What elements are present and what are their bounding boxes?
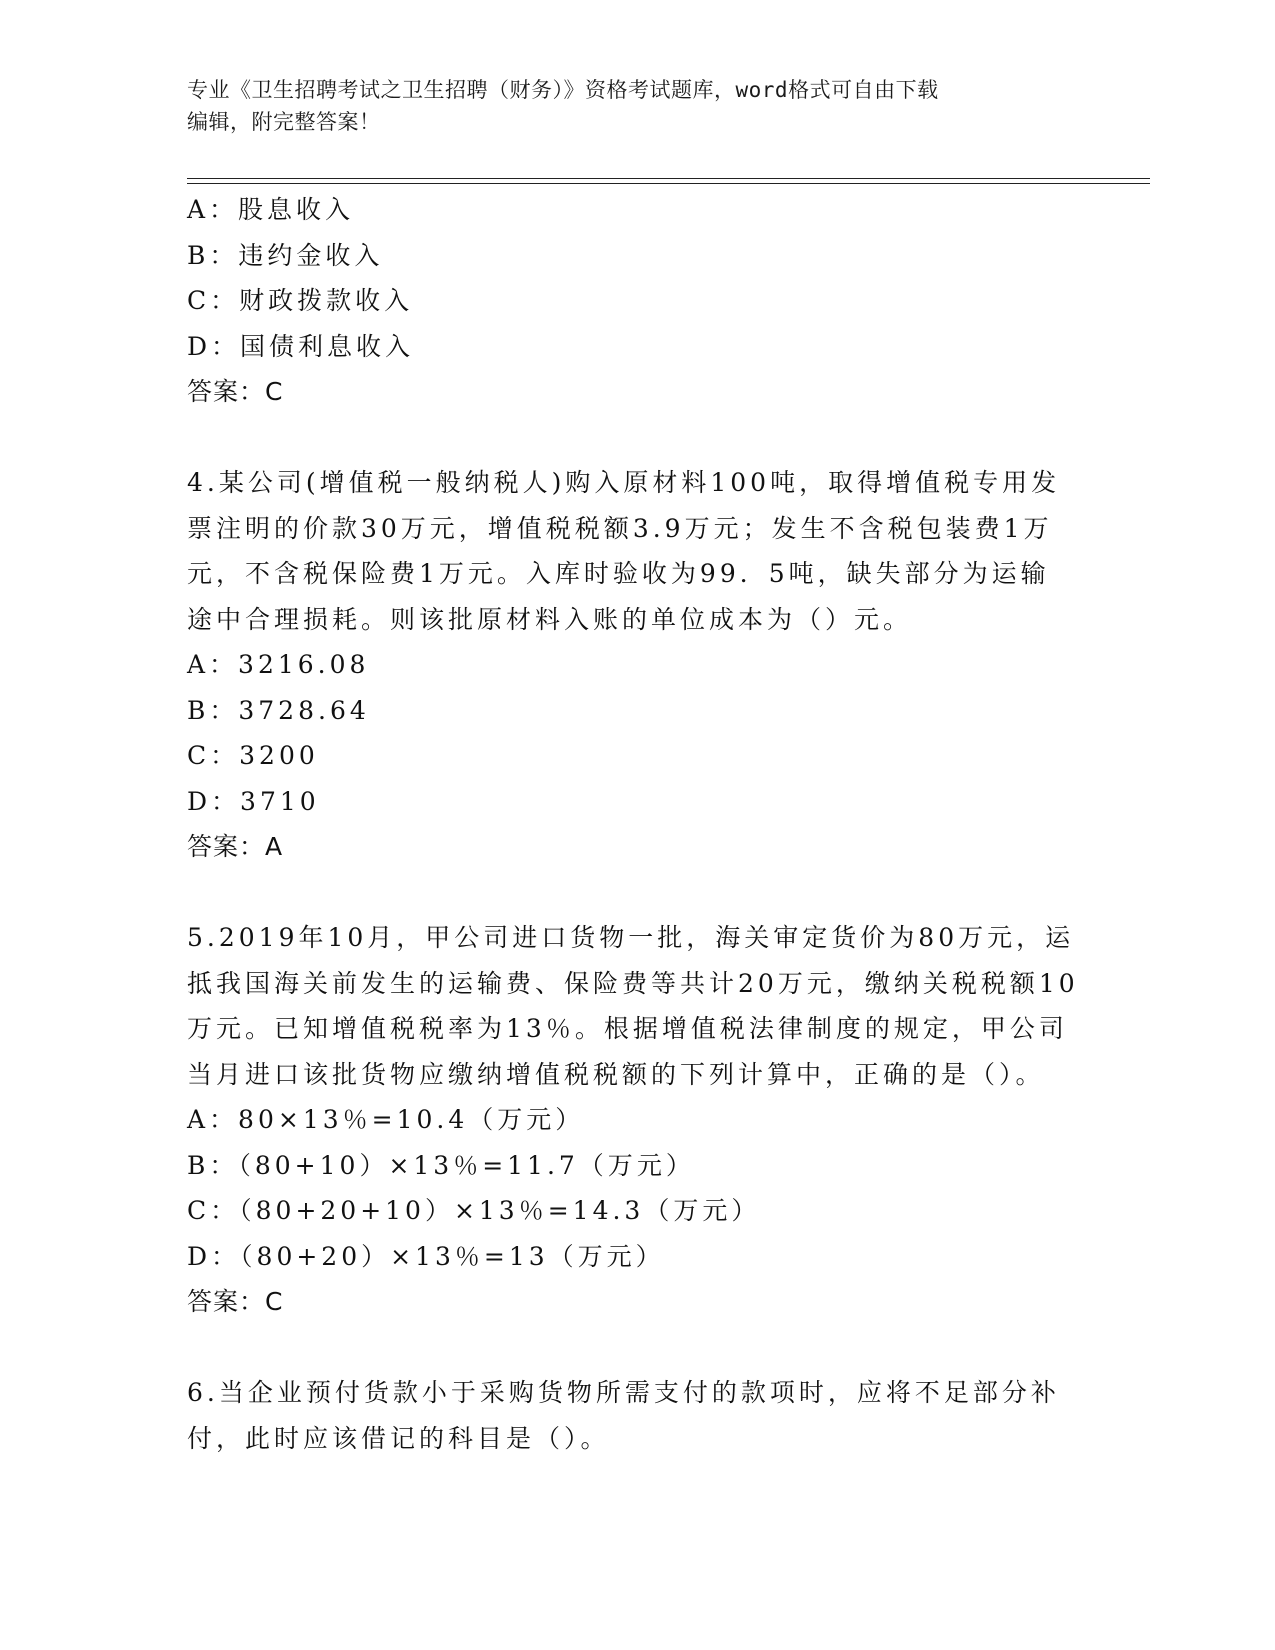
option-c: C：3200 (187, 741, 319, 770)
question-stem-line: 元，不含税保险费1万元。入库时验收为99．5吨，缺失部分为运输 (187, 559, 1050, 588)
option-a: A：3216.08 (187, 650, 370, 679)
question-stem-line: 4.某公司(增值税一般纳税人)购入原材料100吨，取得增值税专用发 (187, 468, 1061, 497)
document-header (187, 74, 1087, 138)
question-6 (187, 1370, 1087, 1461)
question-3 (187, 187, 1087, 415)
spacer (187, 870, 1087, 916)
question-stem-line: 付，此时应该借记的科目是（）。 (187, 1423, 610, 1453)
question-5 (187, 915, 1087, 1325)
option-c: C：（80+20+10）×13％=14.3（万元） (187, 1196, 761, 1225)
question-stem-line: 抵我国海关前发生的运输费、保险费等共计20万元，缴纳关税税额10 (187, 968, 1079, 998)
question-stem-line: 当月进口该批货物应缴纳增值税税额的下列计算中，正确的是（）。 (187, 1059, 1045, 1089)
option-d: D：国债利息收入 (187, 331, 415, 361)
option-d: D：3710 (187, 786, 320, 816)
option-b: B：（80+10）×13％=11.7（万元） (187, 1150, 695, 1180)
question-stem-line: 5.2019年10月，甲公司进口货物一批，海关审定货价为80万元，运 (187, 923, 1075, 952)
option-c: C：财政拨款收入 (187, 286, 414, 315)
option-a: A：80×13％=10.4（万元） (187, 1105, 585, 1134)
header-line-1: 专业《卫生招聘考试之卫生招聘（财务）》资格考试题库，word格式可自由下载 (187, 78, 939, 102)
option-b: B：3728.64 (187, 695, 370, 725)
answer: 答案：C (187, 1287, 284, 1316)
spacer (187, 415, 1087, 461)
spacer (187, 1325, 1087, 1371)
option-d: D：（80+20）×13％=13（万元） (187, 1241, 665, 1271)
question-stem-line: 万元。已知增值税税率为13％。根据增值税法律制度的规定，甲公司 (187, 1014, 1068, 1043)
option-a: A：股息收入 (187, 195, 355, 224)
answer: 答案：A (187, 832, 284, 861)
header-divider-top (187, 178, 1150, 179)
question-stem-line: 票注明的价款30万元，增值税税额3.9万元；发生不含税包装费1万 (187, 513, 1053, 543)
header-line-2: 编辑，附完整答案！ (187, 110, 381, 134)
question-stem-line: 途中合理损耗。则该批原材料入账的单位成本为（）元。 (187, 604, 913, 634)
option-b: B：违约金收入 (187, 240, 384, 270)
question-stem-line: 6.当企业预付货款小于采购货物所需支付的款项时，应将不足部分补 (187, 1378, 1060, 1407)
header-divider-bottom (187, 183, 1150, 184)
answer: 答案：C (187, 377, 284, 406)
question-list (187, 187, 1087, 1461)
question-4 (187, 460, 1087, 870)
